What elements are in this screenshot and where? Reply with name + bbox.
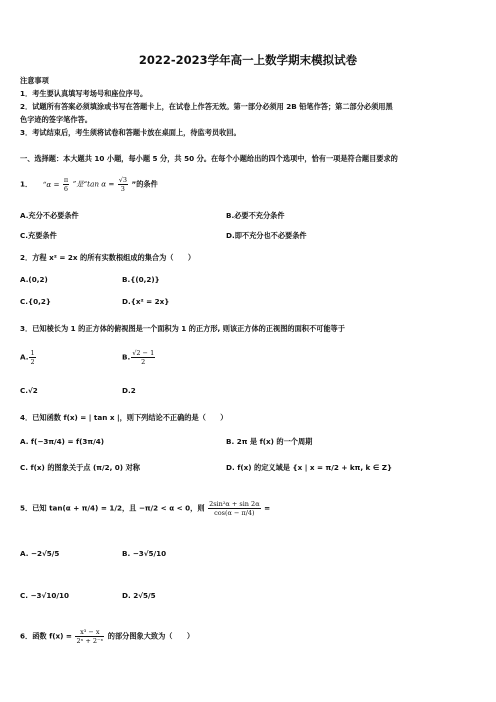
page-title: 2022-2023学年高一上数学期末模拟试卷 bbox=[138, 53, 358, 67]
note-line-3: 色字迹的签字笔作答。 bbox=[20, 115, 92, 124]
q2-option-b[interactable]: B.{(0,2)} bbox=[122, 275, 160, 284]
q3-option-c[interactable]: C.√2 bbox=[20, 386, 38, 395]
q1-option-b[interactable]: B.必要不充分条件 bbox=[226, 211, 285, 220]
q2-option-d[interactable]: D.{x² = 2x} bbox=[122, 297, 170, 306]
q4-option-d[interactable]: D. f(x) 的定义域是 {x | x = π/2 + kπ, k ∈ Z} bbox=[226, 463, 393, 472]
q5-option-d[interactable]: D. 2√5/5 bbox=[122, 591, 156, 600]
note-line-1: 1．考生要认真填写考场号和座位序号。 bbox=[20, 89, 148, 98]
q4-option-a[interactable]: A. f(−3π/4) = f(3π/4) bbox=[20, 437, 104, 446]
question-1-stem bbox=[20, 176, 158, 193]
q1-frac-1: $\frac{\pi}{6}$ bbox=[63, 176, 69, 193]
q4-option-c[interactable]: C. f(x) 的图象关于点 (π/2, 0) 对称 bbox=[20, 463, 140, 472]
q2-option-c[interactable]: C.{0,2} bbox=[20, 297, 51, 306]
q6-fraction: $\frac{\text{x³ − x}}{\text{2ˣ + 2⁻ˣ}}$ bbox=[76, 628, 104, 645]
q5-option-b[interactable]: B. −3√5/10 bbox=[122, 549, 167, 558]
section-heading: 一、选择题：本大题共 10 小题，每小题 5 分，共 50 分。在每个小题给出的四个选项中，恰有一项是符合题目要求的 bbox=[20, 154, 398, 163]
q5-option-c[interactable]: C. −3√10/10 bbox=[20, 591, 69, 600]
question-2-stem: 2．方程 x² = 2x 的所有实数根组成的集合为（ ） bbox=[20, 253, 196, 262]
question-4-stem: 4．已知函数 f(x) = | tan x |，则下列结论不正确的是（ ） bbox=[20, 413, 228, 422]
q1-pre: “α = bbox=[42, 179, 62, 189]
q4-option-b[interactable]: B. 2π 是 f(x) 的一个周期 bbox=[226, 437, 313, 446]
q1-post: ”的条件 bbox=[131, 179, 158, 189]
q1-option-a[interactable]: A.充分不必要条件 bbox=[20, 211, 79, 220]
q1-frac-2: $\frac{√3}{3}$ bbox=[118, 176, 127, 193]
q3-option-d[interactable]: D.2 bbox=[122, 386, 136, 395]
q1-option-d[interactable]: D.即不充分也不必要条件 bbox=[226, 231, 307, 240]
question-3-stem: 3．已知棱长为 1 的正方体的俯视图是一个面积为 1 的正方形, 则该正方体的正视图的面积不可能等于 bbox=[20, 324, 345, 333]
q1-option-c[interactable]: C.充要条件 bbox=[20, 231, 57, 240]
q3-option-b[interactable]: B. $\frac{√2 - 1}{2}$ bbox=[122, 349, 155, 366]
notes-heading: 注意事项 bbox=[20, 76, 49, 85]
q2-option-a[interactable]: A.(0,2) bbox=[20, 275, 48, 284]
q1-number: 1． bbox=[20, 179, 33, 189]
q1-mid: ”是“tan α = bbox=[72, 179, 117, 189]
note-line-2: 2．试题所有答案必须填涂或书写在答题卡上，在试卷上作答无效。第一部分必须用 2B 铅笔作答；第二部分必须用黑 bbox=[20, 102, 393, 111]
q5-fraction: $\frac{\text{2sin²α + sin 2α}}{\cos(\alpha - \pi/4)}$ bbox=[209, 500, 260, 517]
q3-option-a[interactable]: A. $\frac{1}{2}$ bbox=[20, 349, 35, 366]
q5-option-a[interactable]: A. −2√5/5 bbox=[20, 549, 60, 558]
question-5-stem: 5．已知 tan(α + π/4) = 1/2，且 −π/2 < α < 0，则 $\frac{\text{2sin²α + sin 2α}}{\cos(\alpha - \pi/4)}$ = bbox=[20, 500, 271, 517]
question-6-stem: 6．函数 f(x) = $\frac{\text{x³ − x}}{\text{2ˣ + 2⁻ˣ}}$ 的部分图象大致为（ ） bbox=[20, 628, 195, 645]
note-line-4: 3．考试结束后，考生须将试卷和答题卡放在桌面上，待监考员收回。 bbox=[20, 128, 241, 137]
